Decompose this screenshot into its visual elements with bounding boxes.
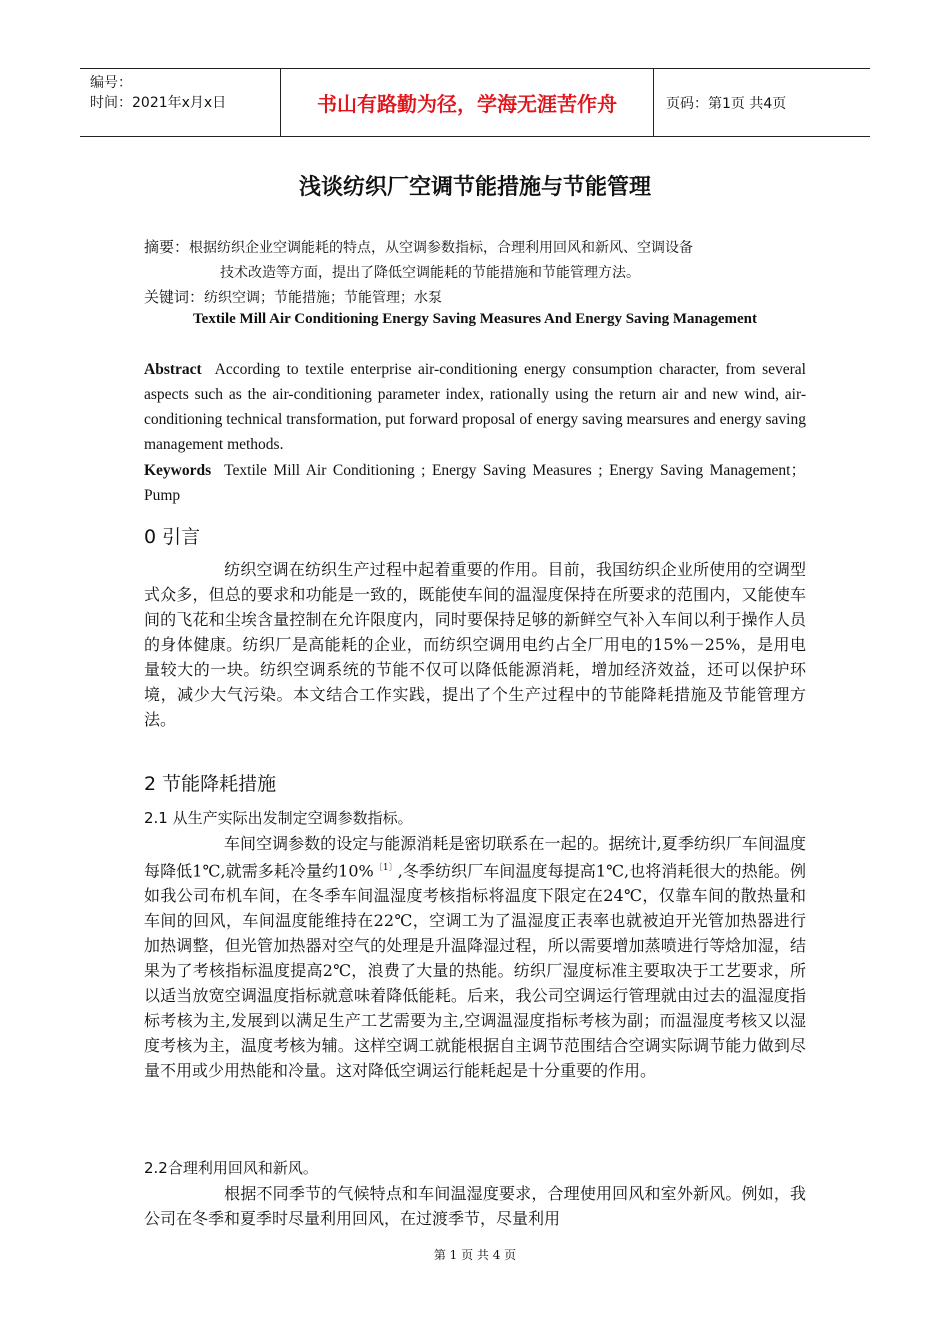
abstract-cn-line2: 技术改造等方面，提出了降低空调能耗的节能措施和节能管理方法。	[220, 265, 640, 281]
citation-ref: 〔1〕	[373, 863, 398, 873]
section2-1-body	[144, 831, 806, 1083]
section2-2-heading: 2.2合理利用回风和新风。	[144, 1159, 318, 1177]
document-number-label: 编号：	[90, 75, 132, 91]
keywords-en-text: Textile Mill Air Conditioning ; Energy Saving Measures ; Energy Saving Management；Pump	[144, 462, 806, 504]
section0-heading: 0 引言	[144, 526, 201, 548]
abstract-cn-line1: 根据纺织企业空调能耗的特点，从空调参数指标，合理利用回风和新风、空调设备	[189, 240, 694, 256]
keywords-cn	[144, 285, 806, 311]
section2-1-heading: 2.1 从生产实际出发制定空调参数指标。	[144, 809, 413, 827]
keywords-en	[144, 458, 806, 508]
section2-1-text-b: ,冬季纺织厂车间温度每提高1℃,也将消耗很大的热能。例如我公司布机车间，在冬季车间温湿度考核指标将温度下限定在24℃，仅靠车间的散热量和车间的回风，车间温度能维持在22℃，空调工为了温湿度正表率也就被迫开光管加热器进行加热调整，但光管加热器对空气的处理是升温降湿过程，所以需要增加蒸喷进行等焓加湿，结果为了考核指标温度提高2℃，浪费了大量的热能。纺织厂湿度标准主要取决于工艺要求，所以适当放宽空调温度指标就意味着降低能耗。后来，我公司空调运行管理就由过去的温湿度指标考核为主,发展到以满足生产工艺需要为主,空调温湿度指标考核为副；而温湿度考核又以湿度考核为主，温度考核为辅。这样空调工就能根据自主调节范围结合空调实际调节能力做到尽量不用或少用热能和冷量。这对降低空调运行能耗起是十分重要的作用。	[144, 861, 806, 1081]
section0-body	[144, 557, 806, 732]
section2-2-body	[144, 1181, 806, 1231]
section2-heading: 2 节能降耗措施	[144, 773, 277, 795]
keywords-cn-label: 关键词：	[144, 288, 205, 306]
abstract-cn-label: 摘要：	[144, 238, 190, 256]
abstract-en-label: Abstract	[144, 361, 202, 378]
english-title: Textile Mill Air Conditioning Energy Saving Measures And Energy Saving Management	[193, 311, 757, 327]
section2-1-text-a: 车间空调参数的设定与能源消耗是密切联系在一起的。据统计,夏季纺织厂车间温度每降低1℃,就需多耗冷量约10%	[144, 834, 806, 881]
section0-text: 纺织空调在纺织生产过程中起着重要的作用。目前，我国纺织企业所使用的空调型式众多，但总的要求和功能是一致的，既能使车间的温湿度保持在所要求的范围内，又能使车间的飞花和尘埃含量控制在允许限度内，同时要保持足够的新鲜空气补入车间以利于操作人员的身体健康。纺织厂是高能耗的企业，而纺织空调用电约占全厂用电的15%－25%，是用电量较大的一块。纺织空调系统的节能不仅可以降低能源消耗，增加经济效益，还可以保护环境，减少大气污染。本文结合工作实践，提出了个生产过程中的节能降耗措施及节能管理方法。	[144, 560, 806, 729]
keywords-en-label: Keywords	[144, 462, 212, 479]
header-left-cell	[80, 69, 280, 136]
section2-2-text: 根据不同季节的气候特点和车间温湿度要求，合理使用回风和室外新风。例如，我公司在冬季和夏季时尽量利用回风，在过渡季节，尽量利用	[144, 1184, 806, 1228]
abstract-cn	[144, 235, 806, 286]
document-date-label: 时间：2021年x月x日	[90, 95, 227, 111]
abstract-en	[144, 357, 806, 457]
page-footer: 第 1 页 共 4 页	[433, 1248, 517, 1262]
abstract-en-text: According to textile enterprise air-conditioning energy consumption character, from several aspects such as the air-conditioning parameter index, rationally using the return air and new wind, air-conditioning technical transformation, put forward proposal of energy saving mearsures and energy saving management methods.	[144, 361, 806, 453]
keywords-cn-text: 纺织空调；节能措施；节能管理；水泵	[204, 290, 443, 306]
page-header	[80, 68, 870, 137]
header-motto: 书山有路勤为径，学海无涯苦作舟	[280, 69, 654, 136]
document-title: 浅谈纺织厂空调节能措施与节能管理	[298, 175, 651, 200]
header-page-info: 页码：第1页 共4页	[666, 95, 787, 112]
